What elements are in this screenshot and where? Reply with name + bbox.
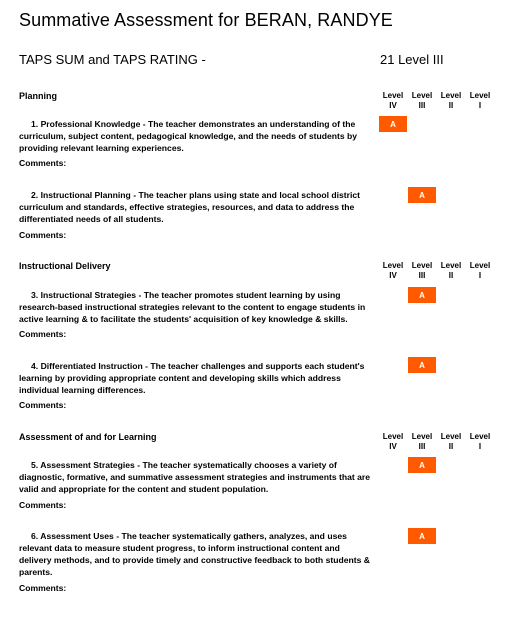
level-word: Level xyxy=(440,261,462,270)
item-description: Professional Knowledge - The teacher demonstrates an understanding of the curriculum, subject content, pedagogical knowledge, and the needs of students by providing relevant learning experiences. xyxy=(19,119,358,153)
level-ii-header xyxy=(436,261,466,281)
level-numeral: III xyxy=(418,271,426,280)
item-number: 4. xyxy=(31,361,39,371)
level-word: Level xyxy=(469,432,491,441)
level-numeral: II xyxy=(448,442,454,451)
item-4-text xyxy=(19,360,371,396)
item-description: Differentiated Instruction - The teacher challenges and supports each student's learning by providing appropriate content and developing skills which address individual learning differences. xyxy=(19,361,365,395)
level-word: Level xyxy=(411,261,433,270)
level-word: Level xyxy=(469,91,491,100)
level-header xyxy=(378,261,498,283)
level-ii-header xyxy=(436,432,466,452)
taps-sum-label: TAPS SUM and TAPS RATING - xyxy=(19,52,206,67)
section-title-assessment: Assessment of and for Learning xyxy=(19,432,157,442)
level-word: Level xyxy=(382,432,404,441)
item-description: Assessment Strategies - The teacher systematically chooses a variety of diagnostic, formative, and summative assessment strategies and instruments that are valid and appropriate for the content and student population. xyxy=(19,460,371,494)
item-6-rating: A xyxy=(408,528,436,544)
item-4-comments-label: Comments: xyxy=(19,400,67,410)
item-number: 2. xyxy=(31,190,39,200)
item-3-rating: A xyxy=(408,287,436,303)
level-word: Level xyxy=(469,261,491,270)
level-numeral: IV xyxy=(389,442,397,451)
item-1-comments-label: Comments: xyxy=(19,158,67,168)
level-numeral: IV xyxy=(389,101,397,110)
level-numeral: IV xyxy=(389,271,397,280)
level-word: Level xyxy=(382,91,404,100)
item-4-rating: A xyxy=(408,357,436,373)
level-ii-header xyxy=(436,91,466,111)
item-2-comments-label: Comments: xyxy=(19,230,67,240)
item-number: 5. xyxy=(31,460,39,470)
section-title-instructional-delivery: Instructional Delivery xyxy=(19,261,111,271)
level-i-header xyxy=(465,261,495,281)
level-iv-header xyxy=(378,432,408,452)
level-numeral: I xyxy=(478,101,482,110)
item-5-rating: A xyxy=(408,457,436,473)
item-1-rating: A xyxy=(379,116,407,132)
item-5-comments-label: Comments: xyxy=(19,500,67,510)
level-numeral: III xyxy=(418,442,426,451)
taps-sum-value: 21 Level III xyxy=(380,52,444,67)
item-number: 1. xyxy=(31,119,39,129)
item-2-text xyxy=(19,189,371,225)
item-number: 3. xyxy=(31,290,39,300)
level-numeral: I xyxy=(478,271,482,280)
level-iv-header xyxy=(378,261,408,281)
item-6-comments-label: Comments: xyxy=(19,583,67,593)
level-word: Level xyxy=(440,91,462,100)
level-numeral: II xyxy=(448,271,454,280)
item-description: Instructional Planning - The teacher plans using state and local school district curriculum and standards, effective strategies, resources, and data to address the differentiated needs of all students. xyxy=(19,190,361,224)
level-iv-header xyxy=(378,91,408,111)
section-title-planning: Planning xyxy=(19,91,57,101)
item-3-comments-label: Comments: xyxy=(19,329,67,339)
level-i-header xyxy=(465,432,495,452)
item-2-rating: A xyxy=(408,187,436,203)
level-word: Level xyxy=(411,91,433,100)
level-numeral: I xyxy=(478,442,482,451)
level-header xyxy=(378,91,498,113)
level-numeral: III xyxy=(418,101,426,110)
level-iii-header xyxy=(407,91,437,111)
page-title: Summative Assessment for BERAN, RANDYE xyxy=(19,10,393,30)
level-iii-header xyxy=(407,261,437,281)
level-word: Level xyxy=(440,432,462,441)
level-i-header xyxy=(465,91,495,111)
item-5-text xyxy=(19,459,371,495)
item-6-text xyxy=(19,530,371,578)
item-description: Assessment Uses - The teacher systematically gathers, analyzes, and uses relevant data to measure student progress, to inform instructional content and delivery methods, and to provide timely and constructive feedback to both students & parents. xyxy=(19,531,370,577)
item-1-text xyxy=(19,118,371,154)
level-numeral: II xyxy=(448,101,454,110)
item-description: Instructional Strategies - The teacher promotes student learning by using research-based instructional strategies relevant to the content to engage students in active learning & to facilitate the students' acquisition of key knowledge & skills. xyxy=(19,290,366,324)
item-number: 6. xyxy=(31,531,39,541)
level-iii-header xyxy=(407,432,437,452)
item-3-text xyxy=(19,289,371,325)
level-word: Level xyxy=(382,261,404,270)
level-word: Level xyxy=(411,432,433,441)
level-header xyxy=(378,432,498,454)
